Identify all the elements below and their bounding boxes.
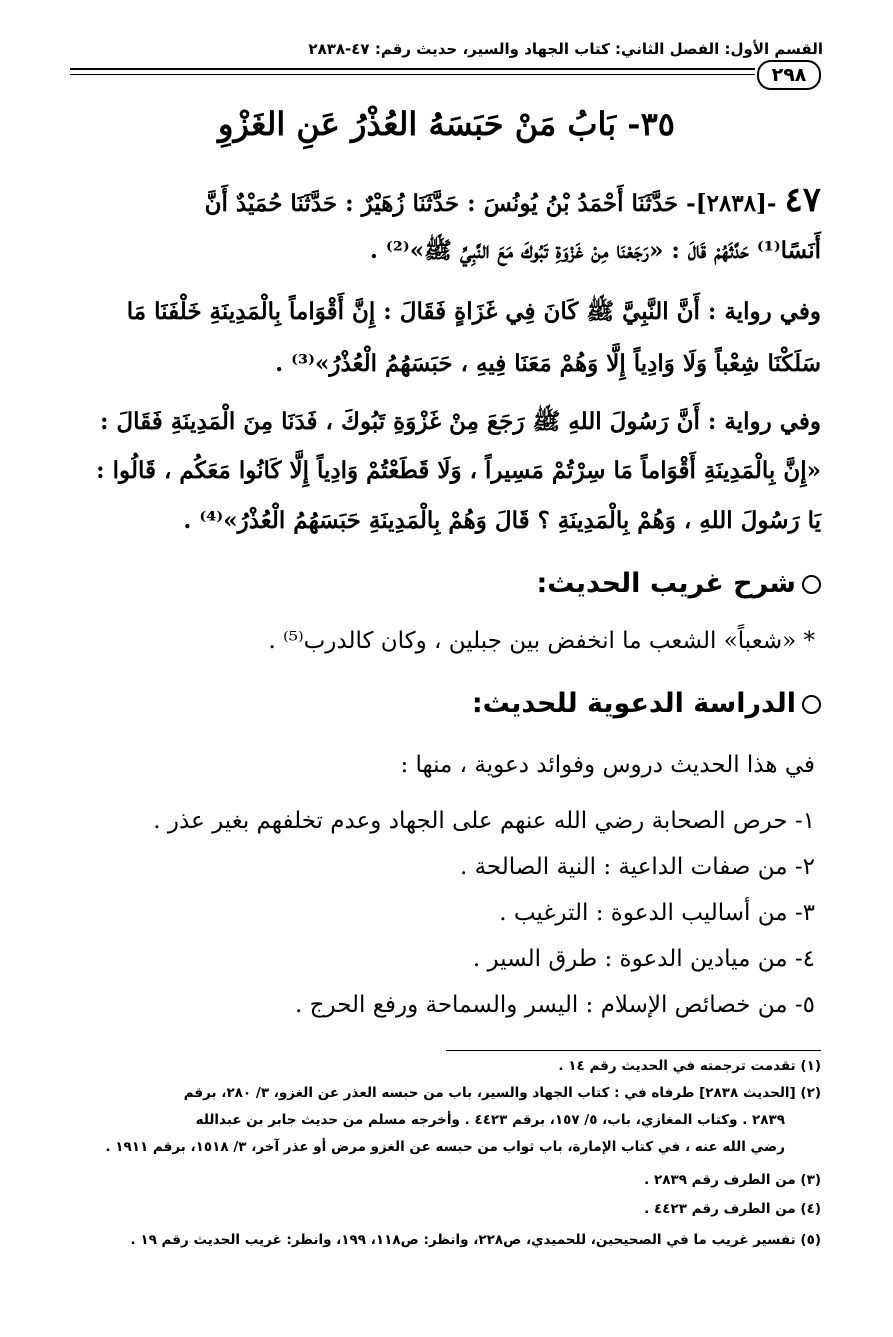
sharh-item: * «شعباً» الشعب ما انخفض بين جبلين ، وكان كالدرب⁽⁵⁾ . <box>268 628 815 654</box>
sharh-heading: شرح غريب الحديث: <box>70 568 821 599</box>
dirasa-heading: الدراسة الدعوية للحديث: <box>70 688 821 719</box>
circle-bullet-icon <box>802 575 821 594</box>
header-rule-thick <box>70 68 755 70</box>
footnote-2-cont-1: ٢٨٣٩ . وكتاب المغازي، باب، ٥/ ١٥٧، برقم ٤٤٢٣ . وأخرجه مسلم من حديث جابر بن عبدالله <box>195 1112 785 1128</box>
footnote-2: (٢) [الحديث ٢٨٣٨] طرفاه في : كتاب الجهاد والسير، باب من حبسه العذر عن الغزو، ٣/ ٢٨٠، برقم <box>183 1085 821 1101</box>
footnote-1: (١) تقدمت ترجمته في الحديث رقم ١٤ . <box>558 1058 821 1074</box>
dirasa-item-3: ٣- من أساليب الدعوة : الترغيب . <box>499 900 815 926</box>
footnote-separator <box>446 1050 821 1051</box>
narration-2-line-1: وفي رواية : أَنَّ النَّبِيَّ ﷺ كَانَ فِي غَزَاةٍ فَقَالَ : إِنَّ أَقْوَاماً بِالْمَدِينَةِ خَلْفَنَا مَا <box>126 298 821 325</box>
dirasa-item-5: ٥- من خصائص الإسلام : اليسر والسماحة ورفع الحرج . <box>295 992 815 1018</box>
footnote-5: (٥) تفسير غريب ما في الصحيحين، للحميدي، ص٢٢٨، وانظر: ص١١٨، ١٩٩، وانظر: غريب الحديث رقم ١٩ . <box>130 1232 821 1248</box>
dirasa-item-4: ٤- من ميادين الدعوة : طرق السير . <box>472 946 815 972</box>
dirasa-item-2: ٢- من صفات الداعية : النية الصالحة . <box>459 854 815 880</box>
narration-2-line-2: سَلَكْنَا شِعْباً وَلَا وَادِياً إِلَّا وَهُمْ مَعَنَا فِيهِ ، حَبَسَهُمُ الْعُذْرُ»⁽³⁾ . <box>275 350 821 377</box>
narration-3-line-3: يَا رَسُولَ اللهِ ، وَهُمْ بِالْمَدِينَةِ ؟ قَالَ وَهُمْ بِالْمَدِينَةِ حَبَسَهُمُ الْعُذْرُ»⁽⁴⁾ . <box>183 507 821 534</box>
footnote-4: (٤) من الطرف رقم ٤٤٢٣ . <box>644 1201 821 1217</box>
page-number: ٢٩٨ <box>757 60 821 90</box>
header-rule-thin <box>70 74 755 75</box>
running-header: القسم الأول: الفصل الثاني: كتاب الجهاد والسير، حديث رقم: ٤٧-٢٨٣٨ <box>308 40 823 58</box>
footnote-2-cont-2: رضي الله عنه ، في كتاب الإمارة، باب ثواب من حبسه عن الغزو مرض أو عذر آخر، ٣/ ١٥١٨، برقم ١٩١١ . <box>105 1139 785 1155</box>
dirasa-intro: في هذا الحديث دروس وفوائد دعوية ، منها : <box>400 752 815 778</box>
narration-3-line-2: «إِنَّ بِالْمَدِينَةِ أَقْوَاماً مَا سِرْتُمْ مَسِيراً ، وَلَا قَطَعْتُمْ وَادِياً إِلَّا كَانُوا مَعَكُم ، قَالُوا : <box>96 457 821 484</box>
hadith-number: ٤٧ <box>784 180 821 220</box>
narration-3-line-1: وفي رواية : أَنَّ رَسُولَ اللهِ ﷺ رَجَعَ مِنْ غَزْوَةِ تَبُوكَ ، فَدَنَا مِنَ الْمَدِينَةِ فَقَالَ : <box>99 408 821 435</box>
dirasa-item-1: ١- حرص الصحابة رضي الله عنهم على الجهاد وعدم تخلفهم بغير عذر . <box>153 808 815 834</box>
hadith-isnad: -[٢٨٣٨]- حَدَّثَنَا أَحْمَدُ بْنُ يُونُسَ : حَدَّثَنَا زُهَيْرٌ : حَدَّثَنَا حُمَيْدٌ أَنَّ <box>204 190 777 217</box>
chapter-title: ٣٥- بَابُ مَنْ حَبَسَهُ العُذْرُ عَنِ الغَزْوِ <box>218 105 675 143</box>
hadith-line-2: أَنَسًا⁽¹⁾ حَدَّثَهُمْ قَالَ : «رَجَعْنَا مِنْ غَزْوَةِ تَبُوكَ مَعَ النَّبِيِّ ﷺ»⁽²⁾ . <box>369 237 821 264</box>
footnote-3: (٣) من الطرف رقم ٢٨٣٩ . <box>644 1172 821 1188</box>
hadith-line-1 <box>70 180 821 220</box>
circle-bullet-icon <box>802 695 821 714</box>
